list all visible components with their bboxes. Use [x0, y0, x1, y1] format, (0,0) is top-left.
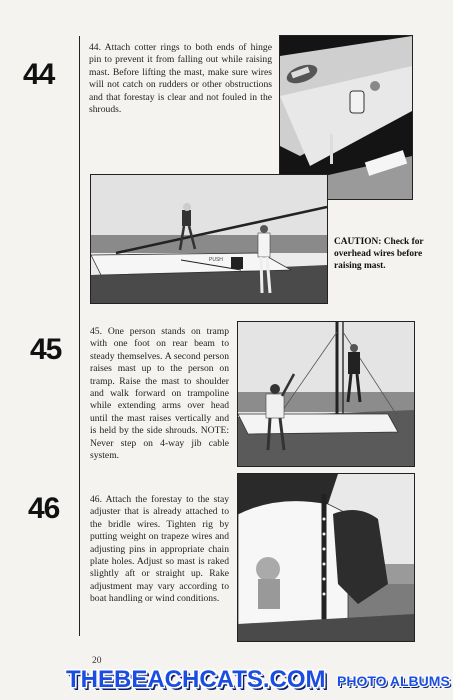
vertical-rule	[79, 36, 80, 636]
caution-note: CAUTION: Check for overhead wires before raising mast.	[334, 237, 424, 272]
step-45-text: 45. One person stands on tramp with one foot on rear beam to steady themselves. A second person raises mast up to the person on tramp. Raise the mast to shoulder and walk forward on trampoline while extending arms over head until the mast raises vertically and is held by the side shrouds. NOTE: Never step on 4-way jib cable system.	[90, 326, 229, 462]
photo-forestay-adjuster	[237, 473, 415, 642]
photo-label: PUSH	[209, 257, 223, 263]
step-46-text: 46. Attach the forestay to the stay adjuster that is already attached to the bridle wires. Tighten rig by putting weight on trapeze wires and adjusting pins in appropriate chain plate holes. Adjust so mast is raked slightly aft or straight up. Rake adjustment may vary according to boat handling or wind conditions.	[90, 494, 229, 605]
site-logo-text: THEBEACHCATS.COM	[66, 666, 326, 693]
photo-mast-vertical	[237, 321, 415, 467]
photo-albums-label: PHOTO ALBUMS	[337, 673, 450, 689]
step-number-45: 45	[30, 333, 62, 366]
page-number: 20	[92, 656, 102, 666]
watermark-banner	[0, 662, 453, 700]
step-number-46: 46	[28, 492, 60, 525]
step-number-44: 44	[23, 58, 55, 91]
photo-raising-mast	[90, 174, 328, 304]
step-44-text: 44. Attach cotter rings to both ends of hinge pin to prevent it from falling out while raising mast. Before lifting the mast, make sure wires will not catch on rudders or other obstructions and that forestay is clear and not fouled in the shrouds.	[89, 42, 272, 116]
